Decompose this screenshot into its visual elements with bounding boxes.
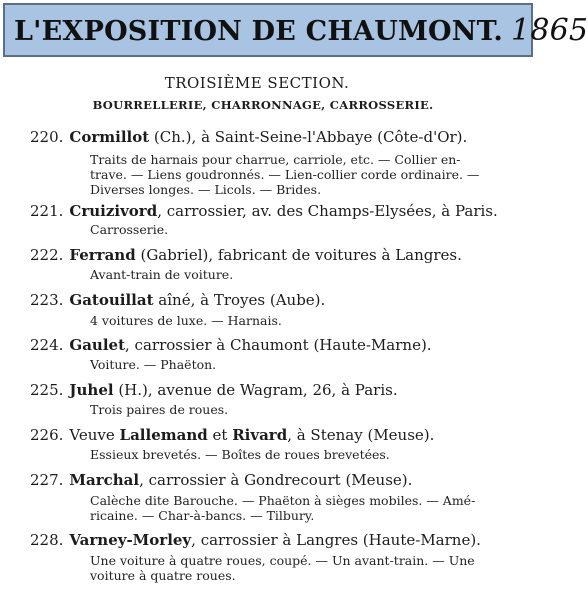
entry-number: 228.: [30, 531, 64, 549]
exhibitor-details: (Gabriel), fabricant de voitures à Langres.: [135, 246, 462, 264]
description-line: Avant-train de voiture.: [90, 267, 234, 282]
description-line: trave. — Liens goudronnés. — Lien-collier corde ordinaire. —: [90, 167, 480, 182]
header-year: 1865: [511, 13, 588, 48]
entry-description: [90, 493, 475, 523]
header-title-line: [14, 13, 588, 48]
description-line: 4 voitures de luxe. — Harnais.: [90, 313, 282, 328]
section-subtitle: BOURRELLERIE, CHARRONNAGE, CARROSSERIE.: [92, 98, 434, 112]
exhibitor-details: aîné, à Troyes (Aube).: [153, 291, 326, 309]
description-line: ricaine. — Char-à-bancs. — Tilbury.: [90, 508, 315, 523]
exhibitor-name: Gaulet: [69, 336, 126, 354]
exhibitor-details: , carrossier, av. des Champs-Elysées, à Paris.: [157, 202, 498, 220]
entry-description: [90, 222, 168, 237]
entry-heading: [30, 336, 432, 354]
exhibitor-conjunction: et: [207, 426, 233, 444]
exhibitor-prefix: Veuve: [69, 426, 120, 444]
description-line: Diverses longes. — Licols. — Brides.: [90, 182, 322, 197]
entry-heading: [30, 202, 498, 220]
entry-description: [90, 313, 282, 328]
exhibitor-details: , carrossier à Chaumont (Haute-Marne).: [125, 336, 432, 354]
page-header-banner: [3, 3, 588, 57]
exhibitor-name: Juhel: [69, 381, 114, 399]
entry-heading: [30, 531, 481, 549]
entry-heading: [30, 381, 398, 399]
description-line: Calèche dite Barouche. — Phaëton à sièges mobiles. — Amé-: [90, 493, 476, 508]
description-line: voiture à quatre roues.: [90, 568, 236, 583]
description-line: Carrosserie.: [90, 222, 169, 237]
entry-heading: [30, 128, 467, 146]
exhibitor-name: Marchal: [69, 471, 140, 489]
exhibitor-name: Cruizivord: [69, 202, 158, 220]
entry-heading: [30, 471, 412, 489]
entry-heading: [30, 291, 325, 309]
exhibitor-details: , carrossier à Langres (Haute-Marne).: [191, 531, 481, 549]
entry-description: [90, 402, 228, 417]
entry-heading: [30, 246, 462, 264]
header-title: L'EXPOSITION DE CHAUMONT.: [14, 16, 504, 47]
entry-number: 223.: [30, 291, 64, 309]
entry-description: [90, 553, 475, 583]
entry-number: 222.: [30, 246, 64, 264]
entry-description: [90, 357, 216, 372]
entry-description: [90, 447, 390, 462]
exhibitor-details: , à Stenay (Meuse).: [287, 426, 435, 444]
entry-number: 227.: [30, 471, 64, 489]
description-line: Traits de harnais pour charrue, carriole, etc. — Collier en-: [90, 152, 461, 167]
entry-number: 221.: [30, 202, 64, 220]
exhibitor-details: (H.), avenue de Wagram, 26, à Paris.: [113, 381, 398, 399]
exhibitor-name-2: Rivard: [232, 426, 288, 444]
exhibitor-name: Gatouillat: [69, 291, 154, 309]
entry-description: [90, 267, 233, 282]
exhibitor-name: Cormillot: [69, 128, 150, 146]
entry-number: 224.: [30, 336, 64, 354]
exhibitor-name: Varney-Morley: [69, 531, 192, 549]
exhibitor-details: (Ch.), à Saint-Seine-l'Abbaye (Côte-d'Or).: [149, 128, 468, 146]
entry-number: 226.: [30, 426, 64, 444]
description-line: Une voiture à quatre roues, coupé. — Un avant-train. — Une: [90, 553, 475, 568]
description-line: Trois paires de roues.: [90, 402, 229, 417]
entry-number: 225.: [30, 381, 64, 399]
section-title: TROISIÈME SECTION.: [164, 74, 350, 92]
entry-number: 220.: [30, 128, 64, 146]
exhibitor-name: Lallemand: [119, 426, 208, 444]
description-line: Essieux brevetés. — Boîtes de roues brevetées.: [90, 447, 390, 462]
entry-heading: [30, 426, 434, 444]
entry-description: [90, 152, 479, 197]
exhibitor-name: Ferrand: [69, 246, 136, 264]
description-line: Voiture. — Phaëton.: [90, 357, 217, 372]
exhibitor-details: , carrossier à Gondrecourt (Meuse).: [139, 471, 413, 489]
